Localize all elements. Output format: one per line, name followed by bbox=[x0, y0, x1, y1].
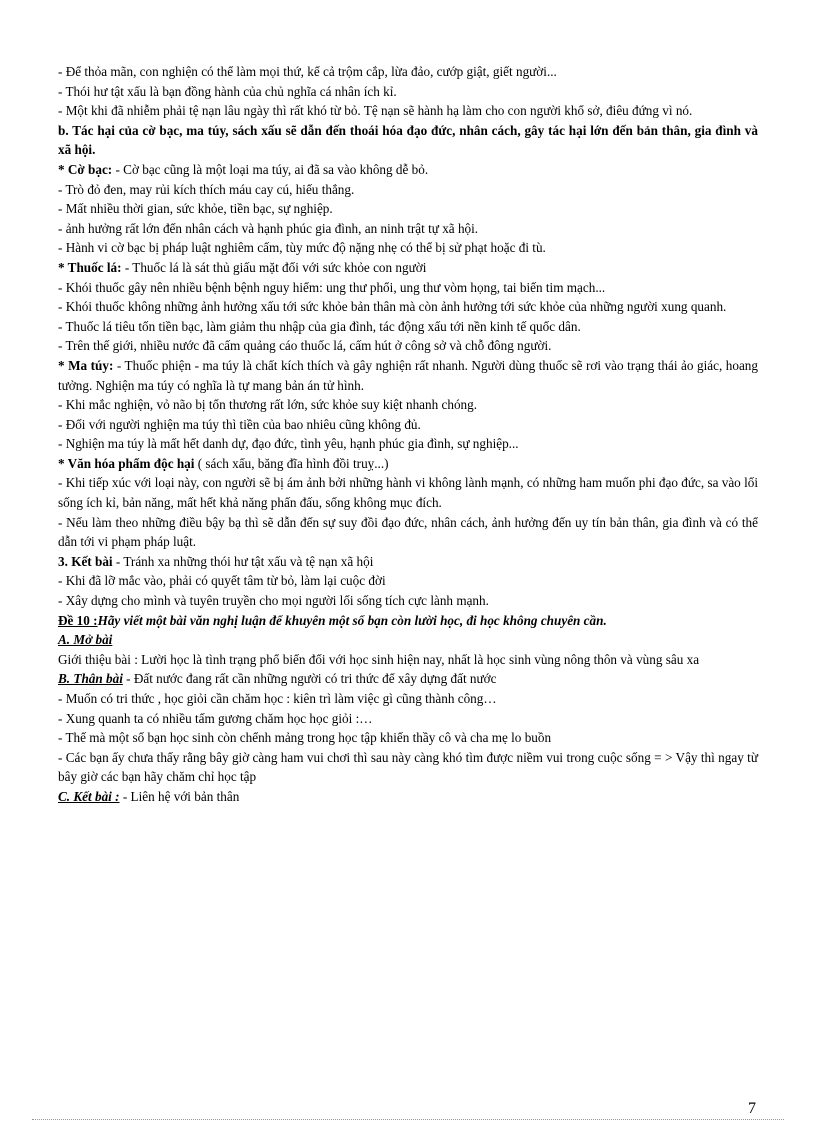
paragraph bbox=[58, 591, 758, 611]
paragraph bbox=[58, 101, 758, 121]
text-run: - Trò đỏ đen, may rủi kích thích máu cay cú, hiếu thắng. bbox=[58, 181, 355, 197]
text-run: Giới thiệu bài : Lười học là tình trạng phổ biến đối với học sinh hiện nay, nhất là học sinh vùng nông thôn và vùng sâu xa bbox=[58, 651, 700, 667]
text-run: Đề 10 bbox=[58, 612, 90, 628]
text-run: - Nếu làm theo những điều bậy bạ thì sẽ dẫn đến sự suy đồi đạo đức, nhân cách, ảnh hưởng đến uy tín bản thân, gia đình và có thể dẫn tới vi phạm pháp luật. bbox=[58, 514, 758, 550]
text-run: 3. Kết bài bbox=[58, 553, 113, 569]
paragraph bbox=[58, 160, 758, 180]
text-run: - ảnh hưởng rất lớn đến nhân cách và hạnh phúc gia đình, an ninh trật tự xã hội. bbox=[58, 220, 479, 236]
paragraph bbox=[58, 336, 758, 356]
text-run: - Khói thuốc không những ảnh hưởng xấu tới sức khỏe bản thân mà còn ảnh hưởng tới sức khỏe của những người xung quanh. bbox=[58, 299, 727, 315]
paragraph bbox=[58, 630, 758, 650]
paragraph bbox=[58, 356, 758, 395]
page-number: 7 bbox=[748, 1100, 756, 1117]
paragraph bbox=[58, 611, 758, 631]
paragraph bbox=[58, 278, 758, 298]
text-run: - Khi tiếp xúc với loại này, con người sẽ bị ám ảnh bởi những hành vi không lành mạnh, có những ham muốn phi đạo đức, sa vào lối sống ích kỉ, bản năng, mất hết khả năng phấn đấu, sống không mục đích. bbox=[58, 475, 758, 511]
paragraph bbox=[58, 689, 758, 709]
text-run: - Khói thuốc gây nên nhiều bệnh bệnh nguy hiểm: ung thư phổi, ung thư vòm họng, tai biến tim mạch... bbox=[58, 279, 606, 295]
text-run: * Cờ bạc: bbox=[58, 161, 113, 177]
paragraph bbox=[58, 82, 758, 102]
paragraph bbox=[58, 669, 758, 689]
text-run: - Nghiện ma túy là mất hết danh dự, đạo đức, tình yêu, hạnh phúc gia đình, sự nghiệp... bbox=[58, 436, 519, 452]
text-run: : bbox=[89, 612, 98, 628]
text-run: b. Tác hại của cờ bạc, ma túy, sách xấu sẽ dẫn đến thoái hóa đạo đức, nhân cách, gây tác hại lớn đến bản thân, gia đình và xã hội. bbox=[58, 122, 758, 158]
text-run: * Văn hóa phẩm độc hại bbox=[58, 455, 195, 471]
paragraph bbox=[58, 513, 758, 552]
text-run: * Thuốc lá: bbox=[58, 259, 122, 275]
paragraph bbox=[58, 728, 758, 748]
paragraph bbox=[58, 395, 758, 415]
paragraph bbox=[58, 552, 758, 572]
paragraph bbox=[58, 571, 758, 591]
text-run: - Một khi đã nhiễm phải tệ nạn lâu ngày thì rất khó từ bỏ. Tệ nạn sẽ hành hạ làm cho con người khổ sở, điêu đứng vì nó. bbox=[58, 103, 693, 119]
paragraph bbox=[58, 787, 758, 807]
paragraph bbox=[58, 415, 758, 435]
paragraph bbox=[58, 748, 758, 787]
text-run: - Đối với người nghiện ma túy thì tiền của bao nhiêu cũng không đủ. bbox=[58, 416, 421, 432]
text-run: - Khi mắc nghiện, vỏ não bị tổn thương rất lớn, sức khỏe suy kiệt nhanh chóng. bbox=[58, 397, 478, 413]
text-run: - Đất nước đang rất cần những người có tri thức để xây dựng đất nước bbox=[122, 671, 497, 687]
text-run: - Thuốc phiện - ma túy là chất kích thích và gây nghiện rất nhanh. Người dùng thuốc sẽ rơi vào trạng thái ảo giác, hoang tưởng. Nghiện ma túy có nghĩa là tự mang bản án tử hình. bbox=[58, 357, 758, 393]
paragraph bbox=[58, 219, 758, 239]
text-run: - Muốn có tri thức , học giỏi cần chăm học : kiên trì làm việc gì cũng thành công… bbox=[58, 691, 497, 706]
text-run: - Cờ bạc cũng là một loại ma túy, ai đã sa vào không dễ bỏ. bbox=[112, 161, 429, 177]
footer-rule bbox=[32, 1119, 784, 1120]
text-run: - Tránh xa những thói hư tật xấu và tệ nạn xã hội bbox=[112, 553, 374, 569]
text-run: Hãy viết một bài văn nghị luận để khuyên một số bạn còn lười học, đi học không chuyên cần. bbox=[97, 612, 607, 628]
paragraph bbox=[58, 180, 758, 200]
text-run: - Thói hư tật xấu là bạn đồng hành của chủ nghĩa cá nhân ích kỉ. bbox=[58, 83, 397, 99]
text-run: - Xây dựng cho mình và tuyên truyền cho mọi người lối sống tích cực lành mạnh. bbox=[58, 593, 489, 609]
paragraph bbox=[58, 709, 758, 729]
text-run: A. Mở bài bbox=[58, 632, 113, 648]
paragraph bbox=[58, 473, 758, 512]
text-run: - Xung quanh ta có nhiều tấm gương chăm học học giỏi :… bbox=[58, 710, 373, 726]
text-run: - Liên hệ với bản thân bbox=[119, 788, 240, 804]
paragraph bbox=[58, 650, 758, 670]
text-run: - Thuốc lá tiêu tốn tiền bạc, làm giảm thu nhập của gia đình, tác động xấu tới nền kinh tế quốc dân. bbox=[58, 318, 581, 334]
paragraph bbox=[58, 62, 758, 82]
text-run: - Các bạn ấy chưa thấy rằng bây giờ càng ham vui chơi thì sau này càng khó tìm được niềm vui trong cuộc sống = > Vậy thì ngay từ bây giờ các bạn hãy chăm chỉ học tập bbox=[58, 749, 758, 785]
paragraph bbox=[58, 317, 758, 337]
text-run: - Hành vi cờ bạc bị pháp luật nghiêm cấm, tùy mức độ nặng nhẹ có thể bị sử phạt hoặc đi tù. bbox=[58, 240, 546, 256]
text-run: - Khi đã lỡ mắc vào, phải có quyết tâm từ bỏ, làm lại cuộc đời bbox=[58, 573, 386, 589]
text-run: - Trên thế giới, nhiều nước đã cấm quảng cáo thuốc lá, cấm hút ở công sở và chỗ đông người. bbox=[58, 338, 552, 354]
paragraph bbox=[58, 238, 758, 258]
paragraph bbox=[58, 434, 758, 454]
text-run: - Thuốc lá là sát thủ giấu mặt đối với sức khỏe con người bbox=[121, 259, 427, 275]
paragraph bbox=[58, 121, 758, 160]
text-run: - Để thỏa mãn, con nghiện có thể làm mọi thứ, kể cả trộm cắp, lừa đảo, cướp giật, giết người... bbox=[58, 64, 557, 79]
paragraph bbox=[58, 454, 758, 474]
text-run: ( sách xấu, băng đĩa hình đồi truỵ...) bbox=[194, 455, 389, 471]
text-run: C. Kết bài : bbox=[58, 788, 120, 804]
text-run: - Mất nhiều thời gian, sức khỏe, tiền bạc, sự nghiệp. bbox=[58, 201, 333, 217]
text-run: B. Thân bài bbox=[58, 671, 123, 687]
document-body bbox=[58, 62, 758, 807]
paragraph bbox=[58, 199, 758, 219]
text-run: - Thế mà một số bạn học sinh còn chểnh mảng trong học tập khiến thầy cô và cha mẹ lo buồn bbox=[58, 730, 552, 746]
text-run: * Ma túy: bbox=[58, 357, 114, 373]
paragraph bbox=[58, 258, 758, 278]
paragraph bbox=[58, 297, 758, 317]
